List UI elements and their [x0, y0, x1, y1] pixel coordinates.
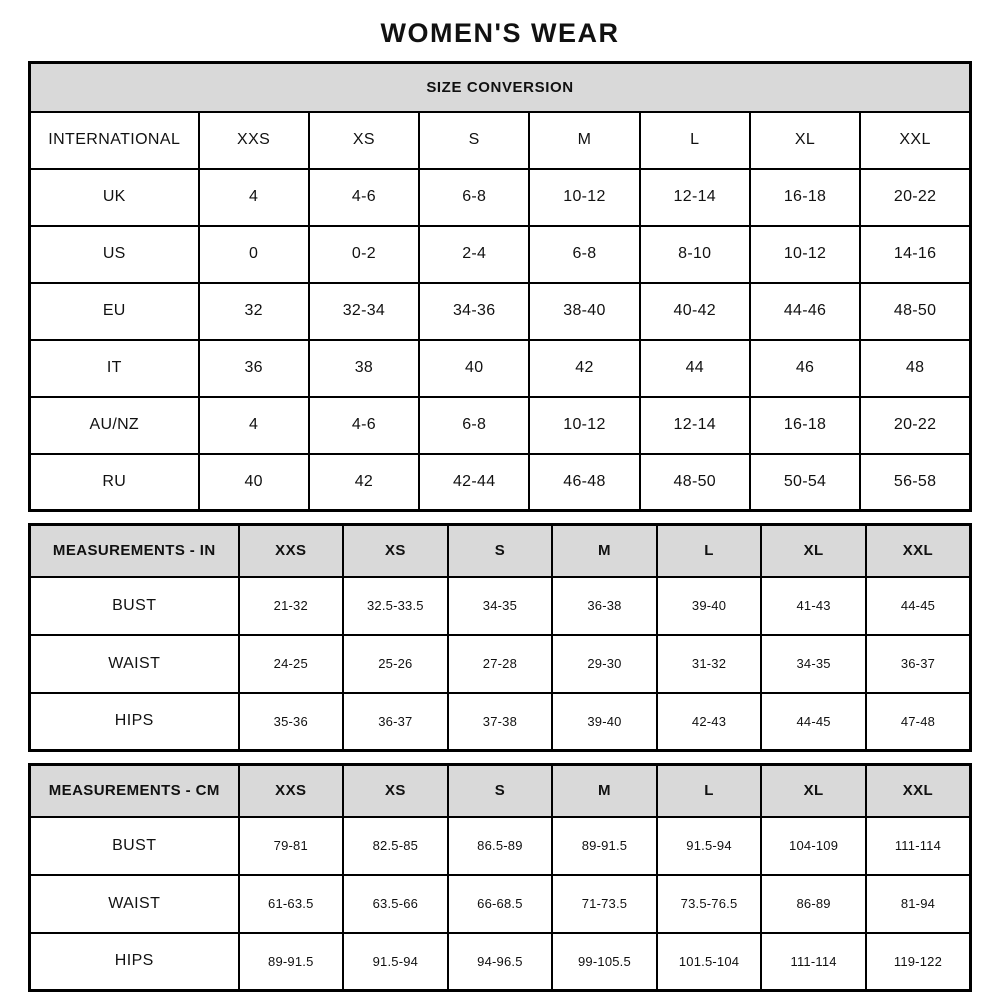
- measurement-cell: 34-35: [761, 635, 866, 693]
- size-cell: 20-22: [860, 169, 970, 226]
- size-cell: 4-6: [309, 397, 419, 454]
- measurements-cm-header-row: [30, 765, 971, 817]
- row-label: HIPS: [30, 693, 239, 751]
- size-header-cell: M: [552, 525, 657, 577]
- measurement-cell: 35-36: [239, 693, 344, 751]
- size-header-cell: S: [448, 525, 553, 577]
- size-cell: 42: [529, 340, 639, 397]
- table-row-it: [30, 340, 971, 397]
- size-header-cell: XXL: [866, 765, 971, 817]
- size-cell: 4: [199, 169, 309, 226]
- size-cell: 50-54: [750, 454, 860, 511]
- table-row-uk: [30, 169, 971, 226]
- size-cell: 44-46: [750, 283, 860, 340]
- measurement-cell: 29-30: [552, 635, 657, 693]
- row-label: WAIST: [30, 875, 239, 933]
- table-row-hips-in: [30, 693, 971, 751]
- measurement-cell: 61-63.5: [239, 875, 344, 933]
- row-label: IT: [30, 340, 199, 397]
- table-row-us: [30, 226, 971, 283]
- row-label: EU: [30, 283, 199, 340]
- size-cell: 56-58: [860, 454, 970, 511]
- measurement-cell: 27-28: [448, 635, 553, 693]
- measurement-cell: 42-43: [657, 693, 762, 751]
- size-cell: 36: [199, 340, 309, 397]
- measurement-cell: 89-91.5: [239, 933, 344, 991]
- table-row-bust-cm: [30, 817, 971, 875]
- size-header-cell: S: [419, 112, 529, 169]
- size-cell: 40-42: [640, 283, 750, 340]
- measurements-in-table: [28, 523, 972, 752]
- size-cell: 38: [309, 340, 419, 397]
- size-conversion-title: SIZE CONVERSION: [30, 63, 971, 112]
- size-header-cell: XL: [761, 525, 866, 577]
- measurement-cell: 111-114: [761, 933, 866, 991]
- table-row-ru: [30, 454, 971, 511]
- size-header-cell: L: [657, 525, 762, 577]
- size-cell: 32-34: [309, 283, 419, 340]
- size-cell: 12-14: [640, 169, 750, 226]
- size-header-cell: XXL: [860, 112, 970, 169]
- size-cell: 14-16: [860, 226, 970, 283]
- measurement-cell: 47-48: [866, 693, 971, 751]
- measurement-cell: 119-122: [866, 933, 971, 991]
- measurement-cell: 86.5-89: [448, 817, 553, 875]
- size-cell: 0-2: [309, 226, 419, 283]
- size-cell: 48-50: [640, 454, 750, 511]
- size-header-cell: XXS: [239, 525, 344, 577]
- row-label: RU: [30, 454, 199, 511]
- size-cell: 16-18: [750, 397, 860, 454]
- size-cell: 6-8: [529, 226, 639, 283]
- row-label: BUST: [30, 577, 239, 635]
- measurement-cell: 41-43: [761, 577, 866, 635]
- size-cell: 6-8: [419, 169, 529, 226]
- measurement-cell: 63.5-66: [343, 875, 448, 933]
- measurement-cell: 66-68.5: [448, 875, 553, 933]
- measurement-cell: 82.5-85: [343, 817, 448, 875]
- size-header-cell: XXS: [199, 112, 309, 169]
- size-header-cell: XS: [309, 112, 419, 169]
- size-cell: 40: [199, 454, 309, 511]
- size-conversion-header-row: [30, 112, 971, 169]
- measurement-cell: 81-94: [866, 875, 971, 933]
- measurement-cell: 104-109: [761, 817, 866, 875]
- size-cell: 12-14: [640, 397, 750, 454]
- table-row-hips-cm: [30, 933, 971, 991]
- measurement-cell: 89-91.5: [552, 817, 657, 875]
- table-row-aunz: [30, 397, 971, 454]
- measurement-cell: 101.5-104: [657, 933, 762, 991]
- table-row-waist-in: [30, 635, 971, 693]
- size-cell: 10-12: [529, 169, 639, 226]
- measurement-cell: 91.5-94: [343, 933, 448, 991]
- table-row-eu: [30, 283, 971, 340]
- measurement-cell: 36-37: [866, 635, 971, 693]
- measurement-cell: 36-38: [552, 577, 657, 635]
- table-row-bust-in: [30, 577, 971, 635]
- measurement-cell: 39-40: [657, 577, 762, 635]
- size-cell: 20-22: [860, 397, 970, 454]
- row-label: AU/NZ: [30, 397, 199, 454]
- measurement-cell: 111-114: [866, 817, 971, 875]
- row-label: HIPS: [30, 933, 239, 991]
- size-cell: 6-8: [419, 397, 529, 454]
- size-cell: 0: [199, 226, 309, 283]
- measurement-cell: 34-35: [448, 577, 553, 635]
- size-cell: 4-6: [309, 169, 419, 226]
- size-header-cell: L: [657, 765, 762, 817]
- international-label: INTERNATIONAL: [30, 112, 199, 169]
- measurement-cell: 91.5-94: [657, 817, 762, 875]
- size-cell: 48: [860, 340, 970, 397]
- measurement-cell: 39-40: [552, 693, 657, 751]
- measurement-cell: 73.5-76.5: [657, 875, 762, 933]
- size-cell: 48-50: [860, 283, 970, 340]
- size-cell: 44: [640, 340, 750, 397]
- measurement-cell: 44-45: [866, 577, 971, 635]
- measurements-in-title: MEASUREMENTS - IN: [30, 525, 239, 577]
- table-row-waist-cm: [30, 875, 971, 933]
- size-header-cell: M: [552, 765, 657, 817]
- measurement-cell: 71-73.5: [552, 875, 657, 933]
- size-header-cell: M: [529, 112, 639, 169]
- size-header-cell: XS: [343, 765, 448, 817]
- size-cell: 16-18: [750, 169, 860, 226]
- measurement-cell: 94-96.5: [448, 933, 553, 991]
- size-header-cell: XXS: [239, 765, 344, 817]
- measurement-cell: 31-32: [657, 635, 762, 693]
- measurements-in-header-row: [30, 525, 971, 577]
- measurements-cm-title: MEASUREMENTS - CM: [30, 765, 239, 817]
- measurement-cell: 86-89: [761, 875, 866, 933]
- size-cell: 46: [750, 340, 860, 397]
- measurement-cell: 44-45: [761, 693, 866, 751]
- measurement-cell: 99-105.5: [552, 933, 657, 991]
- size-cell: 42-44: [419, 454, 529, 511]
- measurement-cell: 37-38: [448, 693, 553, 751]
- size-header-cell: XS: [343, 525, 448, 577]
- measurement-cell: 24-25: [239, 635, 344, 693]
- row-label: BUST: [30, 817, 239, 875]
- size-header-cell: L: [640, 112, 750, 169]
- measurement-cell: 79-81: [239, 817, 344, 875]
- size-header-cell: XXL: [866, 525, 971, 577]
- measurement-cell: 25-26: [343, 635, 448, 693]
- page-title: WOMEN'S WEAR: [380, 18, 620, 48]
- row-label: WAIST: [30, 635, 239, 693]
- size-cell: 4: [199, 397, 309, 454]
- size-cell: 32: [199, 283, 309, 340]
- size-cell: 10-12: [529, 397, 639, 454]
- size-cell: 42: [309, 454, 419, 511]
- size-cell: 10-12: [750, 226, 860, 283]
- size-header-cell: XL: [761, 765, 866, 817]
- row-label: US: [30, 226, 199, 283]
- size-cell: 40: [419, 340, 529, 397]
- size-cell: 34-36: [419, 283, 529, 340]
- measurement-cell: 36-37: [343, 693, 448, 751]
- size-header-cell: S: [448, 765, 553, 817]
- size-cell: 46-48: [529, 454, 639, 511]
- row-label: UK: [30, 169, 199, 226]
- size-cell: 38-40: [529, 283, 639, 340]
- measurement-cell: 32.5-33.5: [343, 577, 448, 635]
- measurement-cell: 21-32: [239, 577, 344, 635]
- measurements-cm-table: [28, 763, 972, 992]
- size-cell: 8-10: [640, 226, 750, 283]
- size-cell: 2-4: [419, 226, 529, 283]
- size-conversion-table: [28, 61, 972, 512]
- size-header-cell: XL: [750, 112, 860, 169]
